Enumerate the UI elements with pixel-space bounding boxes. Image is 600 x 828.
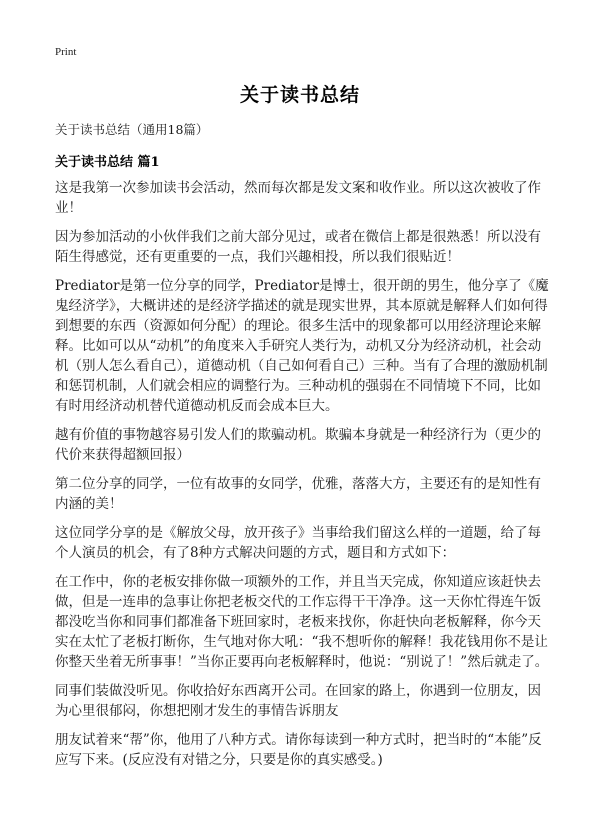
paragraph: 朋友试着来“帮”你，他用了八种方式。请你每读到一种方式时，把当时的“本能”反应写下来。(反应没有对错之分，只要是你的真实感受。) xyxy=(55,732,542,768)
paragraph: Prediator是第一位分享的同学，Prediator是博士，很开朗的男生，他分享了《魔鬼经济学》，大概讲述的是经济学描述的就是现实世界，其本原就是解释人们如何得到想要的东西（资源如何分配）的理论。很多生活中的现象都可以用经济理论来解释。比如可以从“动机”的角度来入手研究人类行为，动机又分为经济动机，社会动机（别人怎么看自己），道德动机（自己如何看自己）三种。当有了合理的激励机制和惩罚机制，人们就会相应的调整行为。三种动机的强弱在不同情境下不同，比如有时用经济动机替代道德动机反而会成本巨大。 xyxy=(55,278,549,414)
paragraph: 这位同学分享的是《解放父母，放开孩子》当事给我们留这么样的一道题，给了每个人演员的机会，有了8种方式解决问题的方式，题目和方式如下： xyxy=(55,525,541,561)
section-heading: 关于读书总结 篇1 xyxy=(55,155,160,170)
paragraph: 第二位分享的同学，一位有故事的女同学，优雅，落落大方，主要还有的是知性有内涵的美！ xyxy=(55,476,541,512)
article-body xyxy=(55,178,550,779)
paragraph: 在工作中，你的老板安排你做一项额外的工作，并且当天完成，你知道应该赶快去做，但是一连串的急事让你把老板交代的工作忘得干干净净。这一天你忙得连午饭都没吃当你和同事们都准备下班回家时，老板来找你，你赶快向老板解释，你今天实在太忙了老板打断你，生气地对你大吼：“我不想听你的解释！我花钱用你不是让你整天坐着无所事事！”当你正要再向老板解释时，他说：“别说了！”然后就走了。 xyxy=(55,574,549,670)
paragraph: 同事们装做没听见。你收拾好东西离开公司。在回家的路上，你遇到一位朋友，因为心里很郁闷，你想把刚才发生的事情告诉朋友 xyxy=(55,683,541,719)
print-link[interactable]: Print xyxy=(55,46,77,58)
document-subtitle: 关于读书总结（通用18篇） xyxy=(55,122,209,137)
paragraph: 这是我第一次参加读书会活动，然而每次都是发文案和收作业。所以这次被收了作业！ xyxy=(55,180,541,216)
paragraph: 因为参加活动的小伙伴我们之前大部分见过，或者在微信上都是很熟悉！所以没有陌生得感觉，还有更重要的一点，我们兴趣相投，所以我们很贴近！ xyxy=(55,229,541,265)
paragraph: 越有价值的事物越容易引发人们的欺骗动机。欺骗本身就是一种经济行为（更少的代价来获得超额回报） xyxy=(55,427,541,463)
page-title: 关于读书总结 xyxy=(239,84,360,106)
